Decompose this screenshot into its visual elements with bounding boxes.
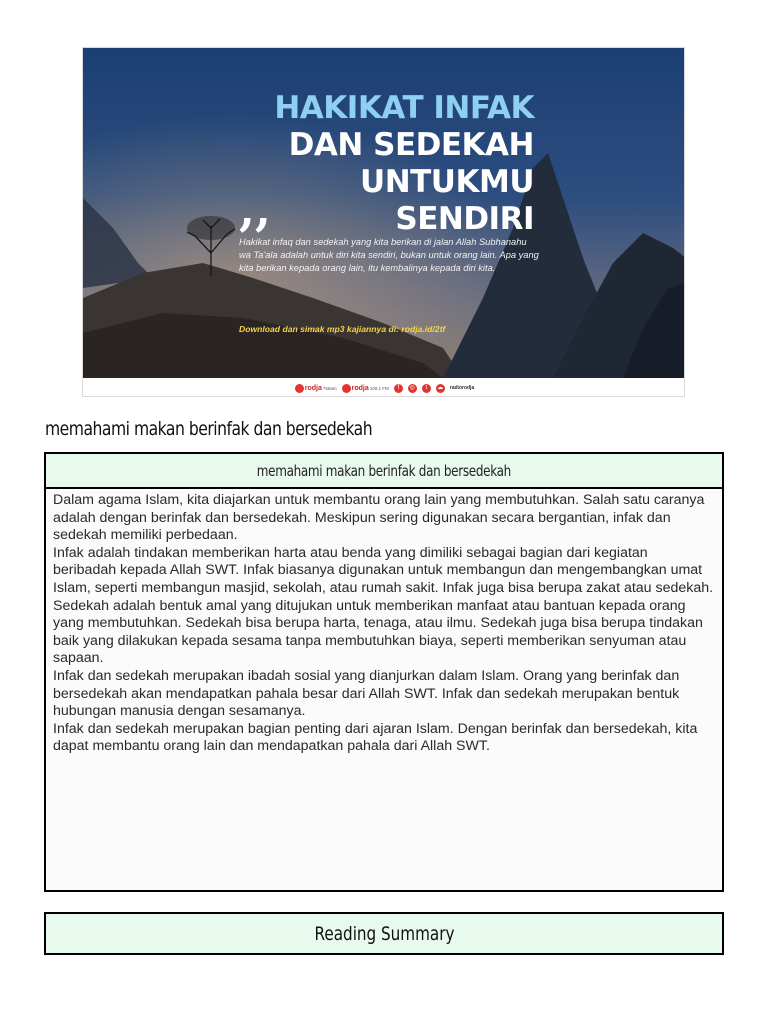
quote-mark-icon: ,, [239, 182, 272, 236]
radio-name: rodja [351, 384, 369, 392]
content-box-title: memahami makan berinfak dan bersedekah [256, 461, 512, 480]
radio-logo-am [295, 384, 337, 393]
paragraph: Infak dan sedekah merupakan bagian penting dari ajaran Islam. Dengan berinfak dan bersedekah, kita dapat membantu orang lain dan mendapatkan pahala dari Allah SWT. [53, 720, 698, 755]
soundcloud-icon: ☁ [437, 384, 444, 391]
content-box-header [46, 454, 722, 489]
radio-logo-icon [342, 384, 351, 393]
radio-logo-fm [342, 384, 389, 393]
radio-name: rodja [304, 384, 322, 392]
banner-title-rest: DAN SEDEKAH UNTUKMU SENDIRI [288, 127, 534, 237]
radio-frequency: 756am [322, 385, 337, 391]
banner-download-link[interactable]: Download dan simak mp3 kajiannya di: rodja.id/2tf [239, 324, 446, 334]
content-box-body [46, 489, 722, 756]
paragraph: Dalam agama Islam, kita diajarkan untuk membantu orang lain yang membutuhkan. Salah satu caranya adalah dengan berinfak dan bersedekah. Meskipun sering digunakan secara bergantian, infak dan sedekah memiliki perbedaan. [53, 492, 705, 544]
banner-image [82, 47, 685, 397]
banner-quote: Hakikat infaq dan sedekah yang kita berikan di jalan Allah Subhanahu wa Ta'ala adalah untuk diri kita sendiri, bukan untuk orang lain. Apa yang kita berikan kepada orang lain, itu kembalinya kepada diri kita. [239, 237, 539, 273]
reading-summary-box [44, 912, 724, 955]
content-box [44, 452, 724, 892]
radio-logo-icon [295, 384, 304, 393]
instagram-icon: ◎ [409, 384, 415, 391]
paragraph: Sedekah adalah bentuk amal yang ditujukan untuk memberikan manfaat atau bantuan kepada orang yang membutuhkan. Sedekah bisa berupa harta, tenaga, atau ilmu. Sedekah juga bisa berupa tindakan baik yang dilakukan kepada sesama tanpa membutuhkan biaya, seperti memberikan senyuman atau sapaan. [53, 597, 703, 667]
page-title: memahami makan berinfak dan bersedekah [45, 418, 373, 440]
reading-summary-title: Reading Summary [313, 922, 454, 945]
banner-footer [83, 378, 685, 397]
facebook-icon: f [394, 384, 403, 393]
twitter-icon: t [422, 384, 431, 393]
social-handle: radiorodja [449, 385, 475, 391]
banner-title-accent: HAKIKAT INFAK [274, 90, 534, 126]
radio-frequency: 100.1 FM [369, 385, 389, 391]
paragraph: Infak dan sedekah merupakan ibadah sosial yang dianjurkan dalam Islam. Orang yang berinfak dan bersedekah akan mendapatkan pahala besar dari Allah SWT. Infak dan sedekah merupakan bentuk hubungan manusia dengan sesamanya. [53, 667, 680, 720]
paragraph: Infak adalah tindakan memberikan harta atau benda yang dimiliki sebagai bagian dari kegiatan beribadah kepada Allah SWT. Infak biasanya digunakan untuk membangun dan mengembangkan umat Islam, seperti membangun masjid, sekolah, atau rumah sakit. Infak juga bisa berupa zakat atau sedekah. [53, 544, 714, 596]
